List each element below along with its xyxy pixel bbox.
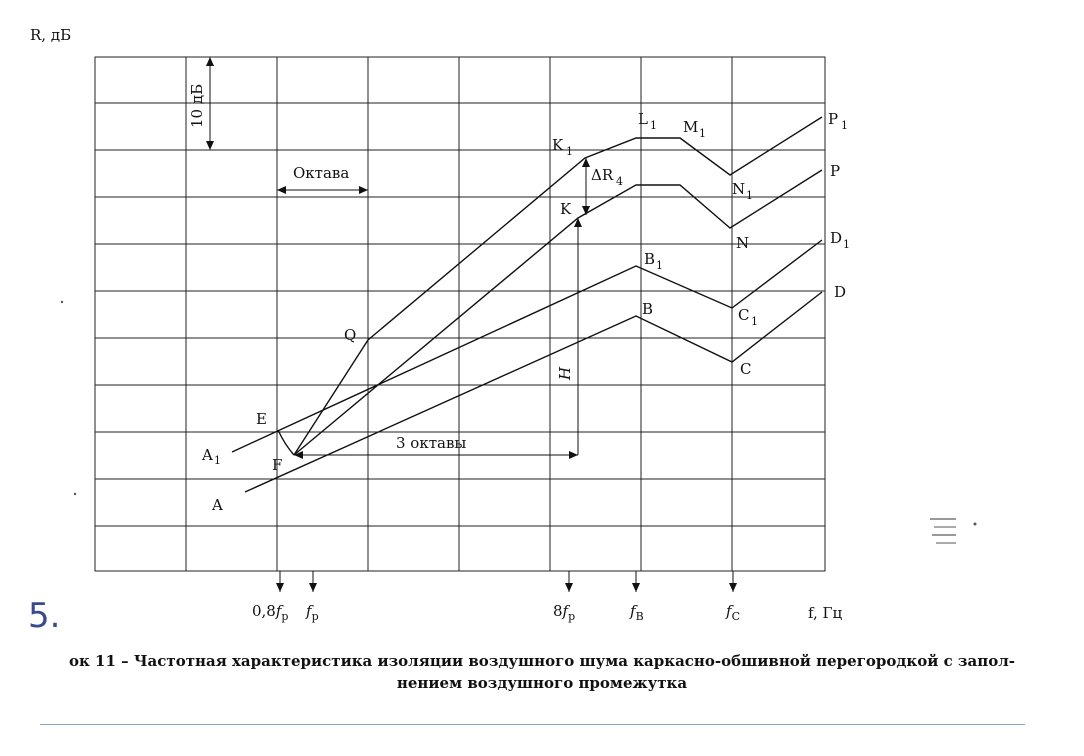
scan-noise — [61, 301, 977, 544]
label-p1-sub: 1 — [841, 119, 848, 132]
x-axis-label: f, Гц — [808, 604, 843, 622]
label-b: B — [642, 300, 654, 318]
tick-08fp: $0,8f_р$ — [252, 602, 289, 623]
label-c1-sub: 1 — [751, 315, 758, 328]
tick-8fp: $8f_р$ — [553, 602, 576, 623]
label-q: Q — [344, 326, 357, 344]
octave-marker — [277, 164, 368, 194]
label-d1-sub: 1 — [843, 238, 850, 251]
label-f: F — [272, 456, 283, 474]
label-n1-sub: 1 — [746, 189, 753, 202]
label-m1-sub: 1 — [699, 127, 706, 140]
label-c1: C — [738, 306, 750, 324]
curve-ef — [278, 430, 294, 455]
curve-fqk1p1 — [294, 117, 822, 455]
label-k1-sub: 1 — [566, 145, 573, 158]
scale-marker — [188, 57, 214, 150]
h-dimension — [556, 218, 582, 455]
bottom-rule — [40, 724, 1025, 725]
tick-fb: $f_В$ — [630, 602, 644, 623]
tick-fp: $f_р$ — [306, 602, 319, 623]
label-c: C — [740, 360, 752, 378]
label-a1-sub: 1 — [214, 454, 221, 467]
caption-line-1: ок 11 – Частотная характеристика изоляции воздушного шума каркасно-обшивной перегородкой с запол- — [68, 652, 1016, 670]
curve-abcd — [245, 292, 822, 492]
curve-a1b1c1d1 — [232, 240, 822, 452]
label-b1-sub: 1 — [656, 259, 663, 272]
octave-label: Октава — [293, 164, 350, 182]
label-l1: L — [638, 110, 648, 128]
handwritten-mark: 5. — [28, 596, 61, 636]
label-d1: D — [830, 229, 843, 247]
label-n1: N — [732, 180, 746, 198]
x-tick-labels — [252, 602, 740, 623]
label-p1: P — [828, 110, 839, 128]
delta-r4-dimension — [582, 158, 623, 215]
grid — [95, 57, 825, 571]
label-b1: B — [644, 250, 656, 268]
caption-line-2: нением воздушного промежутка — [396, 674, 688, 692]
label-a: A — [212, 496, 223, 514]
label-k1: K — [552, 136, 564, 154]
label-l1-sub: 1 — [650, 119, 657, 132]
label-a1: A — [202, 446, 213, 464]
tick-fc: $f_С$ — [726, 602, 740, 623]
label-p: P — [830, 162, 841, 180]
three-octaves-label: 3 октавы — [396, 434, 467, 452]
label-d: D — [834, 283, 847, 301]
three-octaves-dimension — [294, 434, 578, 459]
delta-label: ΔR — [591, 166, 614, 184]
y-axis-label: R, дБ — [30, 26, 72, 44]
label-m1: M — [683, 118, 699, 136]
label-e: E — [256, 410, 267, 428]
delta-sub: 4 — [616, 175, 623, 188]
label-k: K — [560, 200, 572, 218]
x-tick-arrows — [276, 571, 737, 592]
h-label: H — [556, 366, 574, 380]
label-n: N — [736, 234, 750, 252]
scale-label: 10 дБ — [188, 83, 206, 128]
